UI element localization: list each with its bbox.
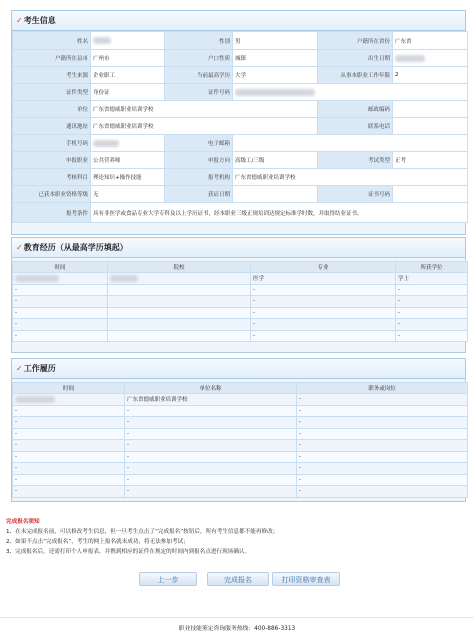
table-cell: - [297,428,468,440]
table-cell: - [125,474,297,486]
education-label: 当前最高学历 [165,67,233,84]
work-col-time: 时间 [13,383,125,394]
table-cell: - [13,330,108,342]
table-cell: - [251,296,396,308]
table-cell: - [13,474,125,486]
city-label: 户籍所在县市 [13,50,91,67]
footer-hotline: 职业技能鉴定咨询服务热线：400-886-3313 [178,626,296,632]
work-header-row [13,383,468,394]
cert-value: 无 [91,186,165,203]
gender-label: 性别 [165,32,233,50]
table-cell [13,273,108,285]
candidate-info-table [12,31,468,223]
table-cell: - [13,307,108,319]
table-cell: 学士 [396,273,468,285]
cert-no-value [393,186,468,203]
table-cell: - [297,405,468,417]
condition-label: 报考条件 [13,203,91,223]
occupation-value: 公共营养师 [91,152,165,169]
table-cell [108,307,251,319]
table-cell: - [125,440,297,452]
name-value [91,32,165,50]
name-label: 姓名 [13,32,91,50]
occupation-label: 申报职业 [13,152,91,169]
edu-col-degree: 所获学位 [396,262,468,273]
direction-label: 申报方向 [165,152,233,169]
table-cell: - [251,330,396,342]
table-row [13,428,468,440]
table-row [13,284,468,296]
education-title: ✓教育经历（从最高学历填起） [12,238,465,258]
email-value [233,135,468,152]
table-row [13,417,468,429]
birth-value [393,50,468,67]
candidate-info-section [11,10,466,235]
work-col-unit: 单位名称 [125,383,297,394]
notice-title: 完成报名须知 [6,519,40,525]
mobile-label: 手机号码 [13,135,91,152]
source-label: 考生来源 [13,67,91,84]
table-row [13,319,468,331]
table-row [13,474,468,486]
phone-label: 联系电话 [318,118,393,135]
gender-value: 男 [233,32,318,50]
education-header-row [13,262,468,273]
footer-divider [0,617,474,618]
print-review-form-button[interactable]: 打印资格审查表 [272,572,340,586]
table-row [13,405,468,417]
table-row [13,440,468,452]
table-cell: - [251,307,396,319]
table-cell: - [125,486,297,498]
edu-col-school: 院校 [108,262,251,273]
table-cell: - [125,451,297,463]
education-value: 大学 [233,67,318,84]
table-cell: - [396,284,468,296]
table-cell: - [13,417,125,429]
email-label: 电子邮箱 [165,135,233,152]
table-cell: - [13,405,125,417]
work-col-position: 职务或岗位 [297,383,468,394]
subject-label: 考核科目 [13,169,91,186]
table-cell: - [125,428,297,440]
table-row [13,486,468,498]
table-row [13,330,468,342]
table-cell: - [13,451,125,463]
table-cell: - [13,284,108,296]
table-cell: - [396,296,468,308]
table-cell [108,284,251,296]
work-title: ✓工作履历 [12,359,465,379]
unit-value: 广东省德威职业培训学校 [91,101,318,118]
table-cell: - [13,463,125,475]
table-cell: 医学 [251,273,396,285]
notice-item: 1、在未完成报名前，可以修改考生信息，但一旦考生点击了“完成报名”按钮后，所有考生信息都不能再修改； [6,529,279,535]
table-row [13,451,468,463]
table-cell: - [13,319,108,331]
subject-value: 理论知识+操作技能 [91,169,165,186]
prev-step-button[interactable]: 上一步 [139,572,197,586]
id-number-value [233,84,468,101]
table-cell: - [251,284,396,296]
province-value: 广东省 [393,32,468,50]
table-row [13,273,468,285]
table-cell [108,330,251,342]
completion-notice [6,517,468,557]
years-value: 2 [393,67,468,84]
table-cell: 广东省德威职业培训学校 [125,394,297,406]
table-cell: - [396,319,468,331]
action-bar [0,572,474,586]
notice-item: 3、完成报名后，还需打印个人申报表，并携到相应的证件在规定的时间内到报名点进行现场确认。 [6,549,251,555]
table-cell: - [297,474,468,486]
id-number-label: 证件号码 [165,84,233,101]
cert-label: 已获本职业资格等级 [13,186,91,203]
condition-value: 具有非医学或食品专业大学专科及以上学历证书，经本职业三级正规培训达规定标准学时数，并取得结业证书。 [91,203,468,223]
table-cell: - [396,307,468,319]
edu-col-major: 专业 [251,262,396,273]
cert-date-label: 获证日期 [165,186,233,203]
table-row [13,296,468,308]
table-cell [108,319,251,331]
cert-date-value [233,186,318,203]
unit-label: 单位 [13,101,91,118]
table-row [13,307,468,319]
table-cell: - [297,417,468,429]
work-section [11,358,466,502]
birth-label: 出生日期 [318,50,393,67]
edu-col-time: 时间 [13,262,108,273]
candidate-info-title: ✓考生信息 [12,11,465,31]
table-cell: - [297,440,468,452]
direction-value: 高级工/三级 [233,152,318,169]
table-cell: - [297,394,468,406]
table-cell [108,296,251,308]
table-cell: - [396,330,468,342]
pen-mark-icon: ✓ [16,364,23,373]
city-value: 广州市 [91,50,165,67]
postal-value [393,101,468,118]
pen-mark-icon: ✓ [16,243,23,252]
phone-value [393,118,468,135]
id-type-value: 身份证 [91,84,165,101]
postal-label: 邮政编码 [318,101,393,118]
table-cell [108,273,251,285]
table-cell: - [13,428,125,440]
table-cell: - [13,486,125,498]
id-type-label: 证件类型 [13,84,91,101]
exam-type-label: 考试类型 [318,152,393,169]
mobile-value [91,135,165,152]
table-cell: - [125,417,297,429]
table-cell: - [297,463,468,475]
years-label: 从事本职业工作年限 [318,67,393,84]
table-cell: - [297,451,468,463]
pen-mark-icon: ✓ [16,16,23,25]
table-cell: - [125,405,297,417]
table-cell: - [13,296,108,308]
table-cell: - [251,319,396,331]
notice-item: 2、如果不点击“完成报名”，考生的网上报名就未成功，将无法参加考试； [6,539,189,545]
address-label: 通讯地址 [13,118,91,135]
education-table [12,261,468,342]
work-table [12,382,468,498]
table-row [13,394,468,406]
cert-no-label: 证书号码 [318,186,393,203]
finish-registration-button[interactable]: 完成报名 [207,572,269,586]
address-value: 广东省德威职业培训学校 [91,118,318,135]
province-label: 户籍所在省份 [318,32,393,50]
hukou-type-label: 户口性质 [165,50,233,67]
table-cell: - [125,463,297,475]
table-cell [13,394,125,406]
table-cell: - [297,486,468,498]
org-label: 报考机构 [165,169,233,186]
exam-type-value: 正考 [393,152,468,169]
hukou-type-value: 城镇 [233,50,318,67]
source-value: 企业职工 [91,67,165,84]
org-value: 广东省德威职业培训学校 [233,169,468,186]
education-section [11,237,466,353]
table-cell: - [13,440,125,452]
table-row [13,463,468,475]
